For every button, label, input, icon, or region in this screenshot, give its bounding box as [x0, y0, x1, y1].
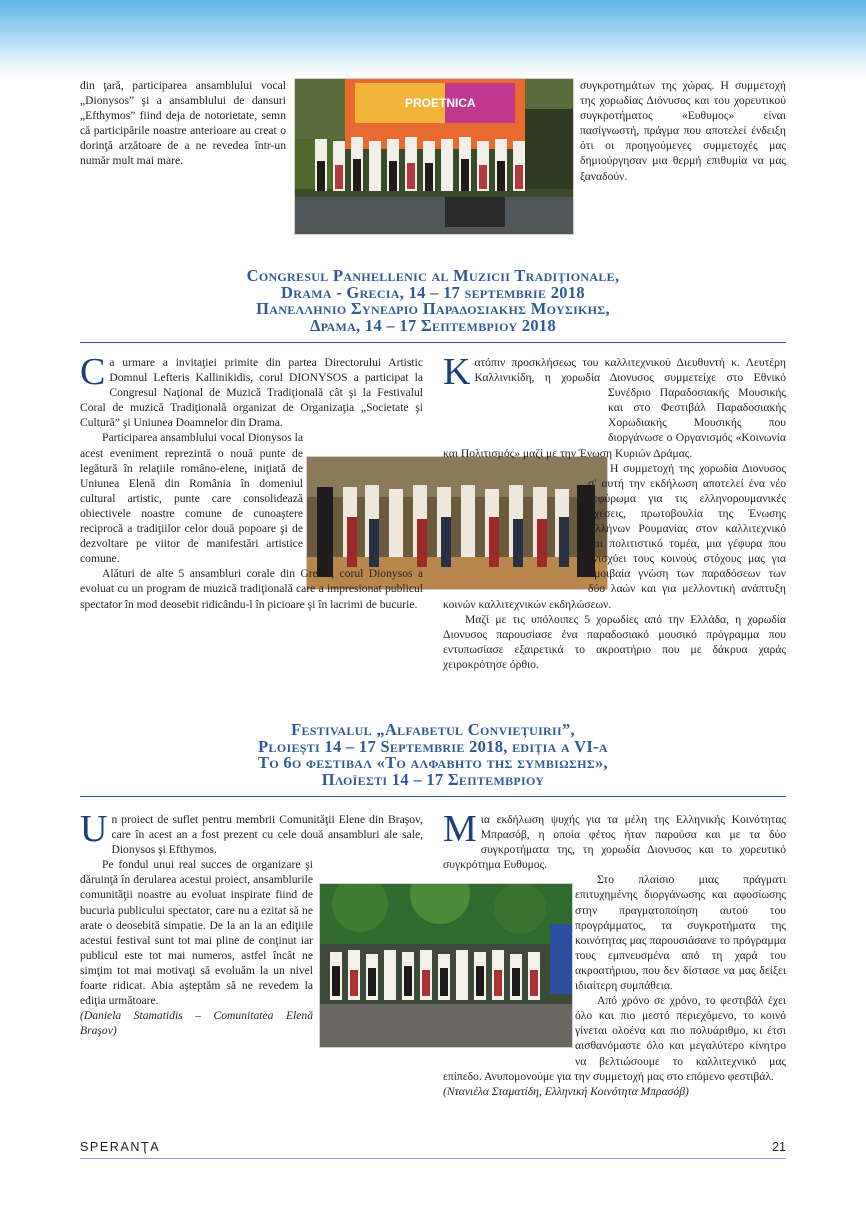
section1-gr-p1: ατόπιν προσκλήσεως του καλλιτεχνικού Διευθυντή κ. Λευτέρη Καλλινικίδη, η χορωδία Διονυσος συμμετείχε στο Εθνικό Συνέδριο Παραδοσιακής Μουσικής και στο Φεστιβάλ Παραδοσιακής Χορωδιακής Μουσικής που διοργάνωσε ο Οργανισμός «Κοινωνία και Πολιτισμός» μαζί με την Ένωση Κυριών Δράμας.	[443, 356, 786, 460]
page-number: 21	[772, 1140, 786, 1154]
section2-gr-signature: (Ντανιέλα Σταματίδη, Ελληνική Κοινότητα Μπρασόβ)	[443, 1084, 689, 1098]
section1-ro-paragraph	[80, 430, 423, 566]
section2-title-line: Το 6ο φεστιβαλ «Το αλφαβητο της συμβιωσης»,	[258, 753, 608, 773]
gr-continuation-text	[580, 78, 786, 184]
drop-cap: Κ	[443, 351, 471, 393]
section1-title-line: Congresul Panhellenic al Muzicii Tradiţionale,	[246, 266, 620, 285]
section2-gr-p3: Από χρόνο σε χρόνο, το φεστιβάλ έχει όλο και πιο μεστό περιεχόμενο, το κοινό γίνεται ολοένα και πιο πολυάριθμο, κι έτσι αισθανόμαστε όλο και μεγαλύτερο κίνητρο να βελτιώσουμε το καλλιτεχνικό μας επίπεδο. Ανυπομονούμε για την συμμετοχή μας στο επόμενο φεστιβάλ.	[443, 994, 786, 1083]
section2-gr-paragraph	[443, 808, 786, 872]
photo-wrap-spacer	[313, 857, 423, 1053]
magazine-name: SPERANŢA	[80, 1140, 161, 1154]
gr-continuation-paragraph: συγκροτημάτων της χώρας. Η συμμετοχή της χορωδίας Διόνυσος και του χορευτικού συγκροτήματος «Ευθυμος» είναι πασίγνωστή, πράγμα που αποτελεί ένδειξη ότι οι προηγούμενες συμμετοχές μας δημιούργησαν μια θερμή επιθυμία να μας ξαναδούν.	[580, 79, 786, 183]
section1-heading	[80, 268, 786, 334]
proetnica-stage-photo	[294, 78, 574, 235]
section2-ro-paragraph	[80, 857, 423, 1008]
header-band	[0, 0, 866, 78]
section1-ro-p1: a urmare a invitaţiei primite din partea Directorului Artistic Domnul Lefteris Kallinikidis, corul DIONYSOS a participat la Congresul Naţional de Muzică Tradiţională cât şi la Festivalul Coral de muzică Tradiţională organizat de Organizaţia „Societate şi Cultură” şi Uniunea Doamnelor din Drama.	[80, 356, 423, 430]
drop-cap: U	[80, 808, 108, 850]
photo-wrap-spacer	[443, 387, 608, 443]
section1-gr-column	[443, 351, 786, 672]
section1-rule	[80, 342, 786, 343]
section1-title-line: Δραμα, 14 – 17 Σεπτεμβριου 2018	[309, 315, 557, 335]
section1-ro-column	[80, 351, 423, 612]
section1-title-line: Πανελληνιο Συνεδριο Παραδοσιακης Μουσικης,	[256, 299, 610, 319]
footer-rule	[80, 1158, 786, 1159]
section1-ro-p2: Participarea ansamblului vocal Dionysos la acest eveniment reprezintă o nouă punte de legătură în relaţiile româno-elene, iniţiată de Uniunea Elenă din România în domeniul cultural artistic, punte care consolidează obiectivele noastre comune de cunoaştere reciprocă a tradiţiilor celor două popoare şi de dezvoltare pe viitor de manifestări artistice comune.	[80, 431, 303, 566]
section2-ro-p2: Pe fondul unui real succes de organizare şi dăruinţă în derularea acestui proiect, ansamblurile comunităţii noastre au evoluat inspirate fiind de bucuria publicului spectator, care nu a ezitat să ne arate o deosebită simpatie. De la an la an ediţiile acestui festival sunt tot mai pline de conţinut iar publicul este tot mai numeros, astfel încât ne simţim tot mai motivaţi să evoluăm la un nivel foarte ridicat. Abia aşteptăm să ne revedem la ediţia următoare.	[80, 858, 313, 1008]
drop-cap: Μ	[443, 808, 477, 850]
ro-continuation-paragraph: din ţară, participarea ansamblului vocal „Dionysos” şi a ansamblului de dansuri „Efthymos” fiind deja de notorietate, semn că participările noastre anterioare au creat o dorinţă arzătoare de a ne revedea într-un număr mult mai mare.	[80, 79, 286, 168]
photo-wrap-spacer	[443, 872, 575, 1068]
section1-gr-paragraph	[443, 461, 786, 612]
section2-rule	[80, 796, 786, 797]
section2-title-line: Ploieşti 14 – 17 Septembrie 2018, ediţia a VI-a	[258, 736, 608, 756]
section2-gr-column	[443, 808, 786, 1099]
photo-wrap-spacer	[443, 461, 588, 585]
section1-ro-paragraph	[80, 351, 423, 430]
section2-title-line: Πλοϊεστι 14 – 17 Σεπτεμβριου	[321, 769, 545, 789]
section1-title-line: Drama - Grecia, 14 – 17 septembrie 2018	[281, 282, 585, 302]
photo-wrap-spacer	[303, 430, 423, 558]
drop-cap: C	[80, 351, 106, 393]
section2-ro-p1: n proiect de suflet pentru membrii Comunităţii Elene din Braşov, care în acest an a fost prezent cu cele două ansambluri ale sale, Dionysos şi Efthymos.	[111, 813, 423, 857]
section1-gr-p2: Η συμμετοχή της χορωδία Διονυσος σ' αυτή την εκδήλωση αποτελεί ένα νέο γεφύρωμα για τις ελληνορουμανικές σχέσεις, πρωτοβουλία της Ένωσης Ελλήνων Ρουμανίας στον καλλιτεχνικό και πολιτιστικό τομέα, μια γέφυρα που ενισχύει τους κοινούς στόχους μας για αμοιβαία γνώση των παραδόσεων των δύο λαών και για μελλοντική ανάπτυξη κοινών καλλιτεχνικών εκδηλώσεων.	[443, 461, 786, 611]
section1-gr-p3: Μαζί με τις υπόλοιπες 5 χορωδίες από την Ελλάδα, η χορωδία Διονυσος παρουσίασε ένα παραδοσιακό μουσικό πρόγραμμα που εντυπωσίασε εξαιρετικά το ακροατήριο που με δάκρυα χαράς χειροκρότησε όρθιο.	[443, 612, 786, 671]
section2-ro-signature: (Daniela Stamatidis – Comunitatea Elenă Braşov)	[80, 1009, 313, 1038]
section2-ro-column	[80, 808, 423, 1053]
section1-gr-paragraph	[443, 351, 786, 461]
section2-gr-p2: Στο πλαίσιο μιας πράγματι επιτυχημένης διοργάνωσης και αφοσίωσης στην πραγματοποίηση αυτού του προγράμματος, τα συγκροτήματα της κοινότητας μας παρουσιάσανε το πρόγραμμα τους εμπνευσμένα από τη χαρά του ακροατήριου, που δεν δίστασε να μας δείξει ιδιαίτερη συμπάθεια.	[575, 873, 786, 993]
proetnica-banner-text: PROETNICA	[405, 96, 476, 110]
ro-continuation-text	[80, 78, 286, 169]
section2-title-line: Festivalul „Alfabetul Convieţuirii”,	[291, 720, 575, 739]
section1-ro-p3: Alături de alte 5 ansambluri corale din Grecia, corul Dionysos a evoluat cu un program de muzică tradiţională care a impresionat publicul spectator în mod deosebit ridicându-l în picioare şi în lacrimi de bucurie.	[80, 567, 423, 611]
section2-gr-paragraph	[443, 872, 786, 993]
section2-ro-paragraph	[80, 808, 423, 857]
section2-gr-p1: ια εκδήλωση ψυχής για τα μέλη της Ελληνικής Κοινότητας Μπρασόβ, η οποία φέτος ήταν παρούσα και με τα δύο συγκροτήματα της, τη χορωδία Διονυσος και το χορευτικό συγκρότημα Ευθυμος.	[443, 813, 786, 872]
section2-heading	[80, 722, 786, 788]
